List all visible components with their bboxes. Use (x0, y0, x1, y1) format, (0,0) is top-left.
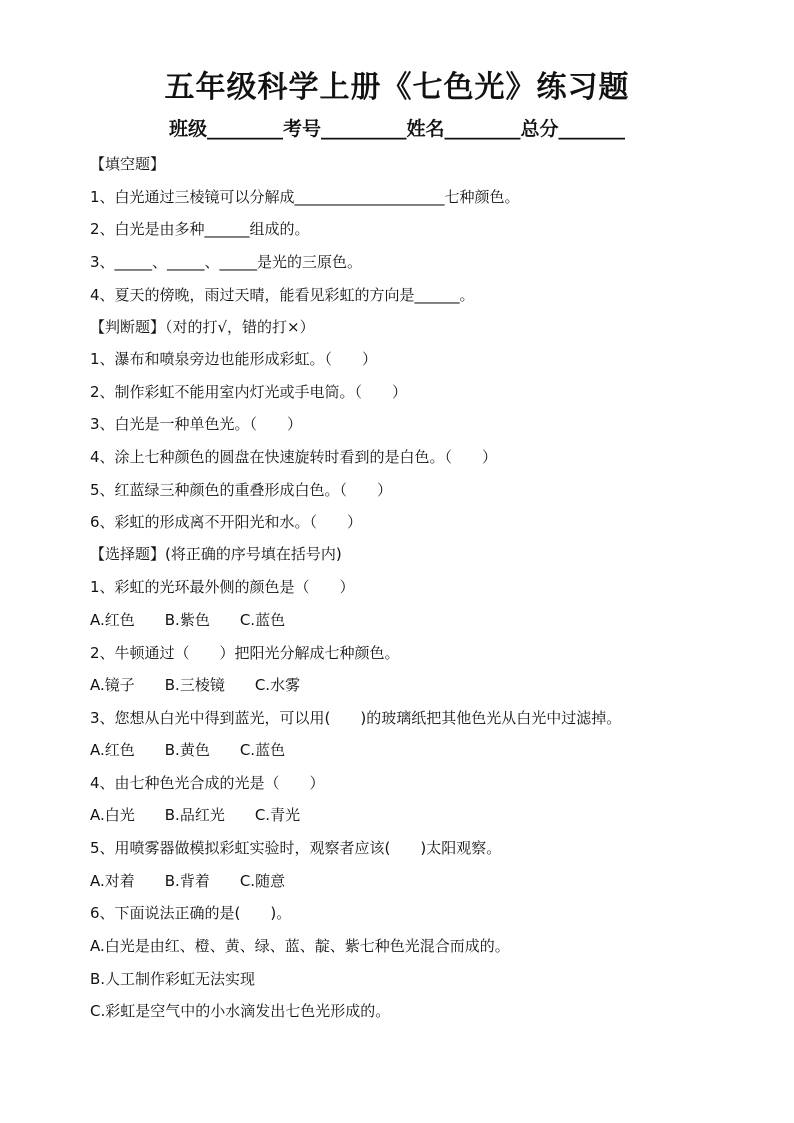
choice-question: 1、彩虹的光环最外侧的颜色是（ ） (90, 578, 355, 596)
choice-option-b: B.人工制作彩虹无法实现 (90, 970, 256, 988)
judge-question: 4、涂上七种颜色的圆盘在快速旋转时看到的是白色。（ ） (90, 448, 498, 466)
judge-question: 1、瀑布和喷泉旁边也能形成彩虹。（ ） (90, 350, 378, 368)
choice-options: A.对着 B.背着 C.随意 (90, 872, 286, 890)
choice-options: A.白光 B.品红光 C.青光 (90, 806, 301, 824)
choice-options: A.镜子 B.三棱镜 C.水雾 (90, 676, 301, 694)
judge-question: 5、红蓝绿三种颜色的重叠形成白色。（ ） (90, 481, 393, 499)
student-info-line: 班级________考号_________姓名________总分_______ (168, 118, 625, 140)
choice-question: 5、用喷雾器做模拟彩虹实验时，观察者应该( )太阳观察。 (90, 839, 502, 857)
judge-question: 2、制作彩虹不能用室内灯光或手电筒。（ ） (90, 383, 408, 401)
choice-question: 6、下面说法正确的是( )。 (90, 904, 292, 922)
choice-question: 4、由七种色光合成的光是（ ） (90, 774, 325, 792)
fill-question: 1、白光通过三棱镜可以分解成____________________七种颜色。 (90, 188, 520, 206)
fill-section-header: 【填空题】 (90, 155, 166, 173)
choice-question: 3、您想从白光中得到蓝光，可以用( )的玻璃纸把其他色光从白光中过滤掉。 (90, 709, 622, 727)
judge-section-header: 【判断题】（对的打√，错的打×） (90, 318, 315, 336)
judge-question: 3、白光是一种单色光。（ ） (90, 415, 303, 433)
choice-section-header: 【选择题】(将正确的序号填在括号内) (90, 545, 342, 563)
choice-option-a: A.白光是由红、橙、黄、绿、蓝、靛、紫七种色光混合而成的。 (90, 937, 510, 955)
fill-question: 2、白光是由多种______组成的。 (90, 220, 310, 238)
choice-options: A.红色 B.紫色 C.蓝色 (90, 611, 286, 629)
page-title: 五年级科学上册《七色光》练习题 (164, 70, 630, 105)
fill-question: 4、夏天的傍晚，雨过天晴，能看见彩虹的方向是______。 (90, 286, 475, 304)
choice-options: A.红色 B.黄色 C.蓝色 (90, 741, 286, 759)
judge-question: 6、彩虹的形成离不开阳光和水。（ ） (90, 513, 363, 531)
choice-question: 2、牛顿通过（ ）把阳光分解成七种颜色。 (90, 644, 400, 662)
choice-option-c: C.彩虹是空气中的小水滴发出七色光形成的。 (90, 1002, 391, 1020)
fill-question: 3、_____、_____、_____是光的三原色。 (90, 253, 363, 271)
